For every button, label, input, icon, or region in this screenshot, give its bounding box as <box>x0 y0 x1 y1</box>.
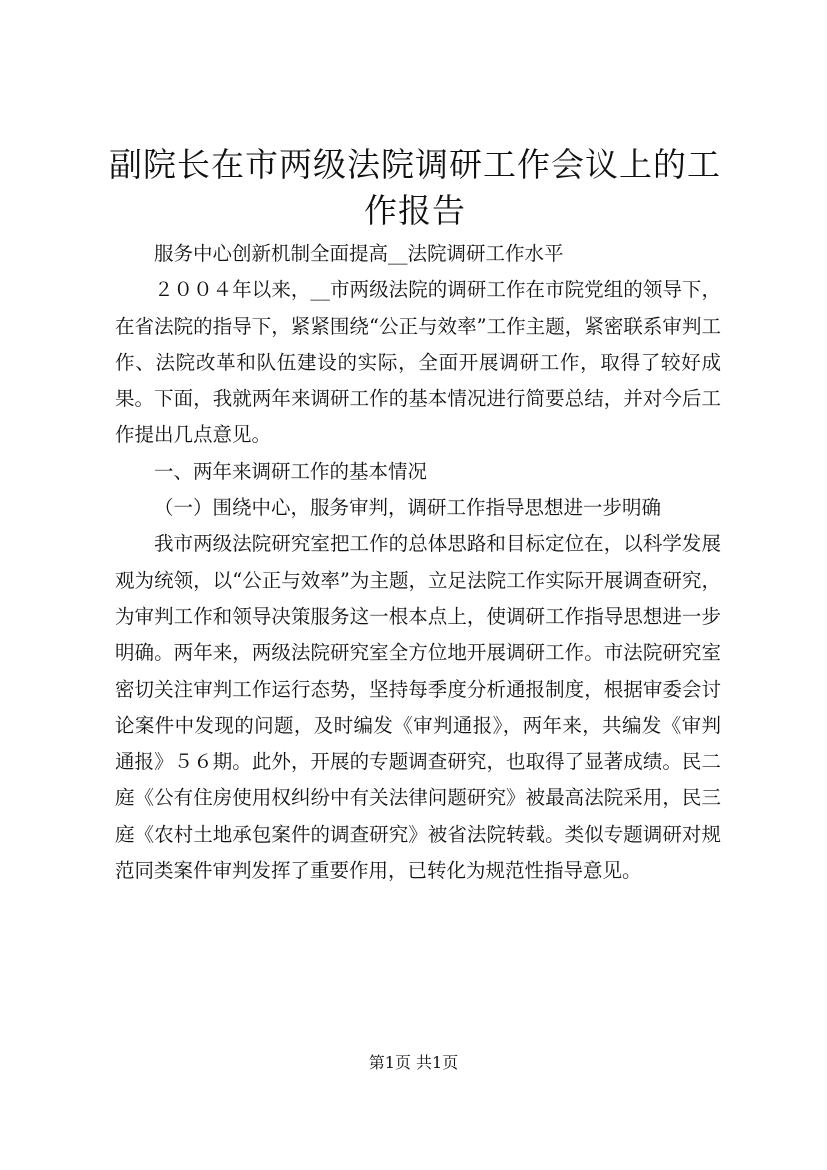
subsection-heading: （一）围绕中心，服务审判，调研工作指导思想进一步明确 <box>154 496 662 520</box>
section-heading: 一、两年来调研工作的基本情况 <box>154 459 428 483</box>
document-body <box>115 236 721 889</box>
subtitle-paragraph: 服务中心创新机制全面提高__法院调研工作水平 <box>154 242 564 265</box>
intro-paragraph: ２００４年以来，__市两级法院的调研工作在市院党组的领导下，在省法院的指导下，紧紧围绕“公正与效率”工作主题，紧密联系审判工作、法院改革和队伍建设的实际，全面开展调研工作，取得了较好成果。下面，我就两年来调研工作的基本情况进行简要总结，并对今后工作提出几点意见。 <box>115 278 721 447</box>
body-paragraph: 我市两级法院研究室把工作的总体思路和目标定位在，以科学发展观为统领，以“公正与效率”为主题，立足法院工作实际开展调查研究，为审判工作和领导决策服务这一根本点上，使调研工作指导思想进一步明确。两年来，两级法院研究室全方位地开展调研工作。市法院研究室密切关注审判工作运行态势，坚持每季度分析通报制度，根据审委会讨论案件中发现的问题，及时编发《审判通报》，两年来，共编发《审判通报》５６期。此外，开展的专题调查研究，也取得了显著成绩。民二庭《公有住房使用权纠纷中有关法律问题研究》被最高法院采用，民三庭《农村土地承包案件的调查研究》被省法院转载。类似专题调研对规范同类案件审判发挥了重要作用，已转化为规范性指导意见。 <box>115 532 721 883</box>
document-title: 副院长在市两级法院调研工作会议上的工作报告 <box>109 145 721 230</box>
page-footer: 第1页 共1页 <box>368 1053 459 1072</box>
